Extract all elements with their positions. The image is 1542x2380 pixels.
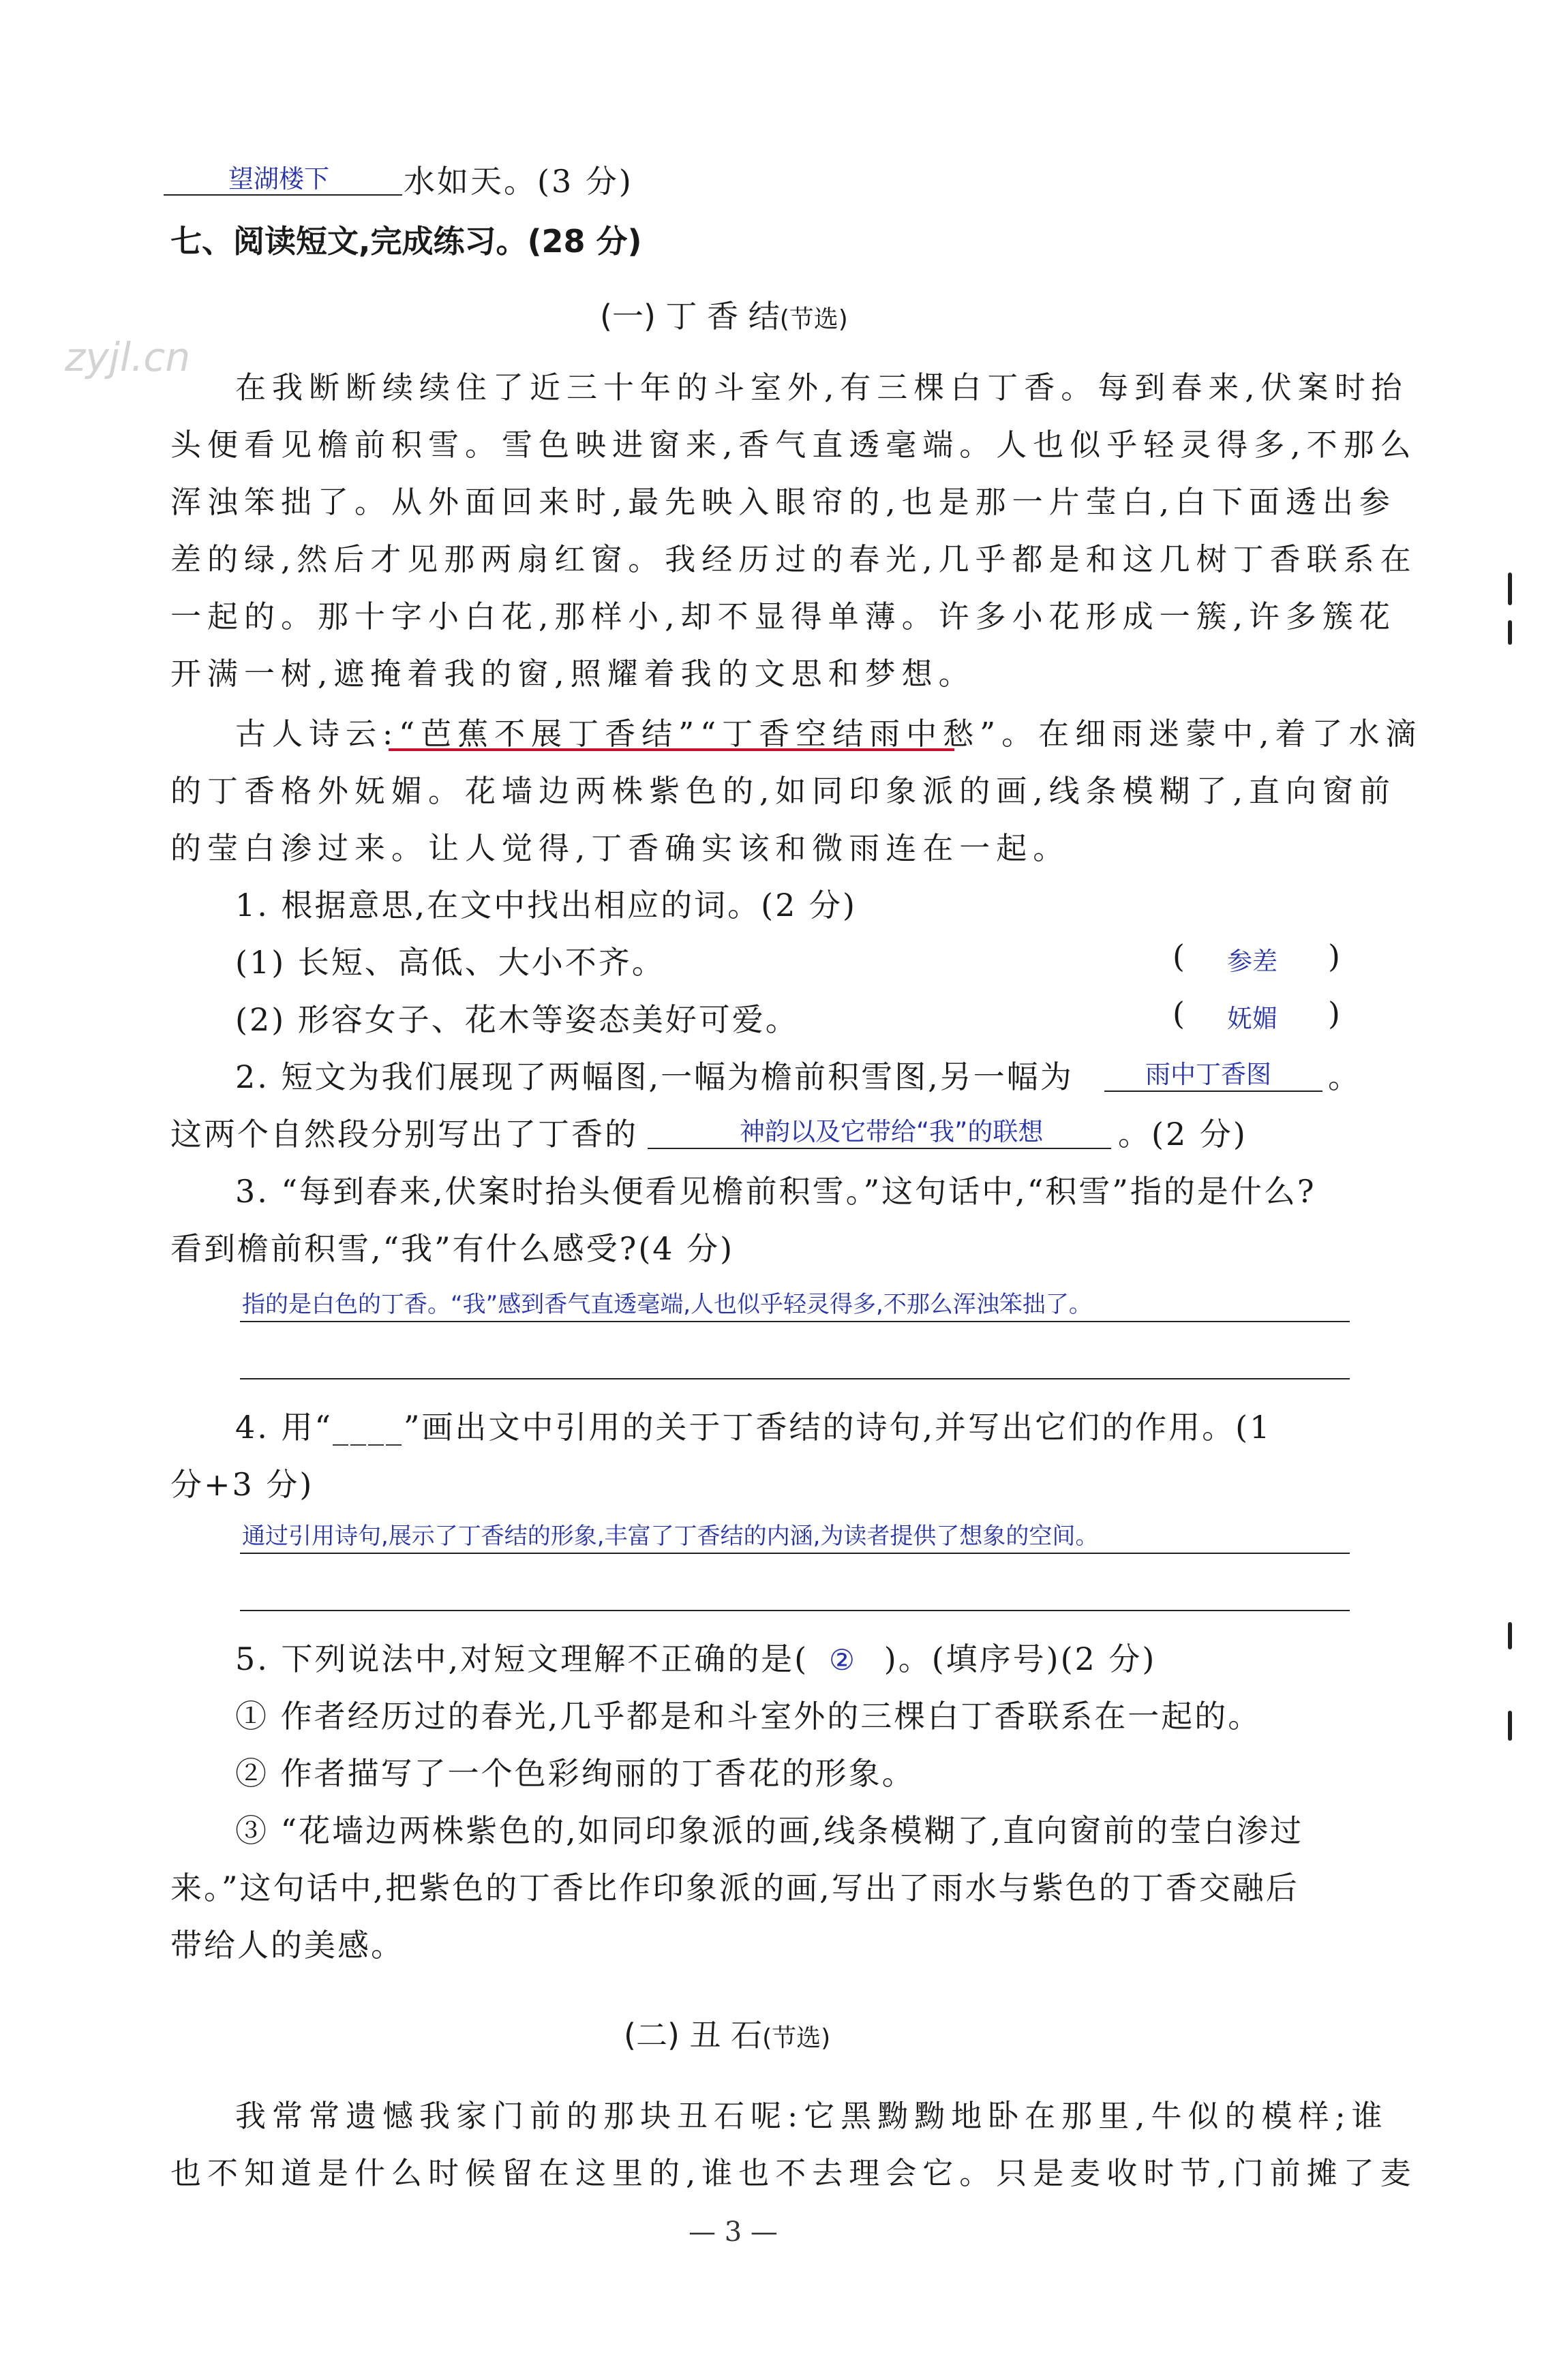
section-heading: 七、阅读短文,完成练习。(28 分) bbox=[170, 223, 642, 260]
binding-mark bbox=[1508, 573, 1512, 605]
passage-line: 的丁香格外妩媚。花墙边两株紫色的,如同印象派的画,线条模糊了,直向窗前 bbox=[170, 773, 1396, 809]
page-number: — 3 — bbox=[689, 2216, 778, 2248]
answer-2b: 神韵以及它带给“我”的联想 bbox=[740, 1117, 1044, 1146]
paren-left: ( bbox=[1173, 938, 1187, 975]
question-5-stem bbox=[235, 1634, 1156, 1679]
passage-title-1 bbox=[600, 292, 848, 337]
question-5-stem-b: )。(填序号)(2 分) bbox=[883, 1641, 1157, 1677]
option-1: ① 作者经历过的春光,几乎都是和斗室外的三棵白丁香联系在一起的。 bbox=[235, 1698, 1262, 1735]
answer-line bbox=[240, 1553, 1350, 1554]
question-2-end2: 。(2 分) bbox=[1118, 1116, 1248, 1153]
passage-title-2 bbox=[624, 2011, 830, 2056]
answer-blank-line bbox=[648, 1148, 1111, 1149]
passage-title-note: (节选) bbox=[762, 2024, 831, 2052]
passage-line: 开满一树,遮掩着我的窗,照耀着我的文思和梦想。 bbox=[170, 656, 976, 692]
passage-line: 头便看见檐前积雪。雪色映进窗来,香气直透毫端。人也似乎轻灵得多,不那么 bbox=[170, 427, 1417, 463]
prev-answer: 望湖楼下 bbox=[228, 164, 329, 194]
answer-blank-line bbox=[1104, 1090, 1322, 1092]
question-3-line1: 3. “每到春来,伏案时抬头便看见檐前积雪。”这句话中,“积雪”指的是什么? bbox=[235, 1173, 1316, 1210]
answer-1b: 妩媚 bbox=[1227, 1004, 1278, 1033]
paren-right: ) bbox=[1328, 995, 1342, 1032]
passage-line: 一起的。那十字小白花,那样小,却不显得单薄。许多小花形成一簇,许多簇花 bbox=[170, 598, 1396, 635]
question-2-line2: 这两个自然段分别写出了丁香的 bbox=[170, 1116, 638, 1153]
answer-1a: 参差 bbox=[1227, 947, 1278, 976]
watermark: zyjl.cn bbox=[65, 334, 191, 380]
option-3-line2: 来。”这句话中,把紫色的丁香比作印象派的画,写出了雨水与紫色的丁香交融后 bbox=[170, 1870, 1299, 1906]
paren-left: ( bbox=[1173, 995, 1187, 1032]
passage-line: 古人诗云:“芭蕉不展丁香结”“丁香空结雨中愁”。在细雨迷蒙中,着了水滴 bbox=[235, 716, 1423, 752]
question-3-line2: 看到檐前积雪,“我”有什么感受?(4 分) bbox=[170, 1230, 735, 1267]
option-3-line1: ③ “花墙边两株紫色的,如同印象派的画,线条模糊了,直向窗前的莹白渗过 bbox=[235, 1812, 1304, 1849]
passage-title-note: (节选) bbox=[779, 305, 848, 333]
option-3-line3: 带给人的美感。 bbox=[170, 1927, 404, 1964]
poem-underline bbox=[389, 748, 954, 751]
binding-mark bbox=[1508, 1622, 1512, 1649]
binding-mark bbox=[1508, 1711, 1512, 1741]
passage-line: 也不知道是什么时候留在这里的,谁也不去理会它。只是麦收时节,门前摊了麦 bbox=[170, 2155, 1417, 2191]
answer-2a: 雨中丁香图 bbox=[1145, 1060, 1271, 1089]
question-2-line1: 2. 短文为我们展现了两幅图,一幅为檐前积雪图,另一幅为 bbox=[235, 1058, 1074, 1095]
passage-line: 的莹白渗过来。让人觉得,丁香确实该和微雨连在一起。 bbox=[170, 830, 1070, 866]
prev-question-text: 水如天。(3 分) bbox=[404, 163, 633, 200]
question-4-line2: 分+3 分) bbox=[170, 1466, 314, 1503]
option-2: ② 作者描写了一个色彩绚丽的丁香花的形象。 bbox=[235, 1755, 916, 1792]
answer-line bbox=[240, 1610, 1350, 1611]
passage-line: 差的绿,然后才见那两扇红窗。我经历过的春光,几乎都是和这几树丁香联系在 bbox=[170, 541, 1417, 577]
passage-title-text: (二) 丑 石 bbox=[624, 2017, 763, 2054]
question-1a: (1) 长短、高低、大小不齐。 bbox=[235, 944, 665, 981]
passage-line: 我常常遗憾我家门前的那块丑石呢:它黑黝黝地卧在那里,牛似的模样;谁 bbox=[235, 2098, 1389, 2134]
question-4-line1: 4. 用“____”画出文中引用的关于丁香结的诗句,并写出它们的作用。(1 bbox=[235, 1409, 1272, 1446]
question-2-end1: 。 bbox=[1328, 1058, 1361, 1095]
passage-line: 在我断断续续住了近三十年的斗室外,有三棵白丁香。每到春来,伏案时抬 bbox=[235, 369, 1408, 406]
answer-line bbox=[240, 1321, 1350, 1322]
question-5-stem-a: 5. 下列说法中,对短文理解不正确的是( bbox=[235, 1641, 809, 1677]
answer-3: 指的是白色的丁香。“我”感到香气直透毫端,人也似乎轻灵得多,不那么浑浊笨拙了。 bbox=[242, 1291, 1092, 1318]
answer-4: 通过引用诗句,展示了丁香结的形象,丰富了丁香结的内涵,为读者提供了想象的空间。 bbox=[242, 1523, 1099, 1550]
answer-line bbox=[240, 1378, 1350, 1379]
paren-right: ) bbox=[1328, 938, 1342, 975]
passage-line: 浑浊笨拙了。从外面回来时,最先映入眼帘的,也是那一片莹白,白下面透出参 bbox=[170, 484, 1396, 520]
question-1b: (2) 形容女子、花木等姿态美好可爱。 bbox=[235, 1001, 799, 1038]
question-1: 1. 根据意思,在文中找出相应的词。(2 分) bbox=[235, 887, 857, 924]
answer-5: ② bbox=[829, 1643, 857, 1677]
binding-mark bbox=[1508, 620, 1512, 645]
passage-title-text: (一) 丁 香 结 bbox=[600, 298, 780, 335]
